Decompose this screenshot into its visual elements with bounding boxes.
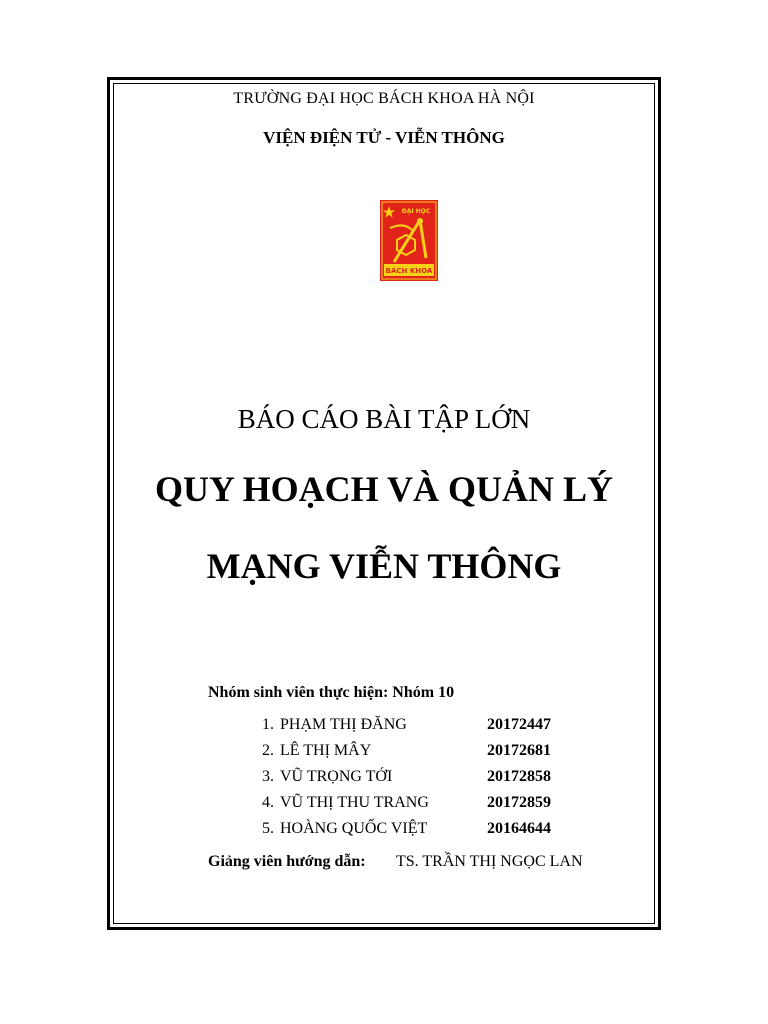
member-id: 20164644 <box>487 820 551 837</box>
report-title-line-2: MẠNG VIỄN THÔNG <box>206 546 562 586</box>
member-number: 5. <box>262 820 274 837</box>
member-name: VŨ TRỌNG TỚI <box>280 768 393 785</box>
advisor-label: Giảng viên hướng dẫn: <box>208 853 366 870</box>
member-number: 1. <box>262 716 274 733</box>
member-number: 2. <box>262 742 274 759</box>
report-type: BÁO CÁO BÀI TẬP LỚN <box>237 404 531 434</box>
member-name: LÊ THỊ MÂY <box>280 742 372 759</box>
member-number: 3. <box>262 768 274 785</box>
group-label: Nhóm sinh viên thực hiện: Nhóm 10 <box>208 684 455 701</box>
member-id: 20172681 <box>487 742 551 759</box>
bach-khoa-logo-icon <box>380 200 438 281</box>
advisor-name: TS. TRẦN THỊ NGỌC LAN <box>396 853 583 870</box>
university-name: TRƯỜNG ĐẠI HỌC BÁCH KHOA HÀ NỘI <box>233 90 535 107</box>
member-name: VŨ THỊ THU TRANG <box>280 794 429 811</box>
university-logo <box>380 200 438 281</box>
report-title-line-1: QUY HOẠCH VÀ QUẢN LÝ <box>154 469 613 509</box>
logo-text-bottom: BÁCH KHOA <box>385 267 433 275</box>
institute-name: VIỆN ĐIỆN TỬ - VIỄN THÔNG <box>263 128 505 147</box>
member-id: 20172447 <box>487 716 551 733</box>
logo-text-top: ĐẠI HỌC <box>401 208 431 215</box>
member-id: 20172858 <box>487 768 551 785</box>
member-number: 4. <box>262 794 274 811</box>
member-id: 20172859 <box>487 794 551 811</box>
member-name: PHẠM THỊ ĐĂNG <box>280 716 407 733</box>
member-name: HOÀNG QUỐC VIỆT <box>280 820 428 837</box>
